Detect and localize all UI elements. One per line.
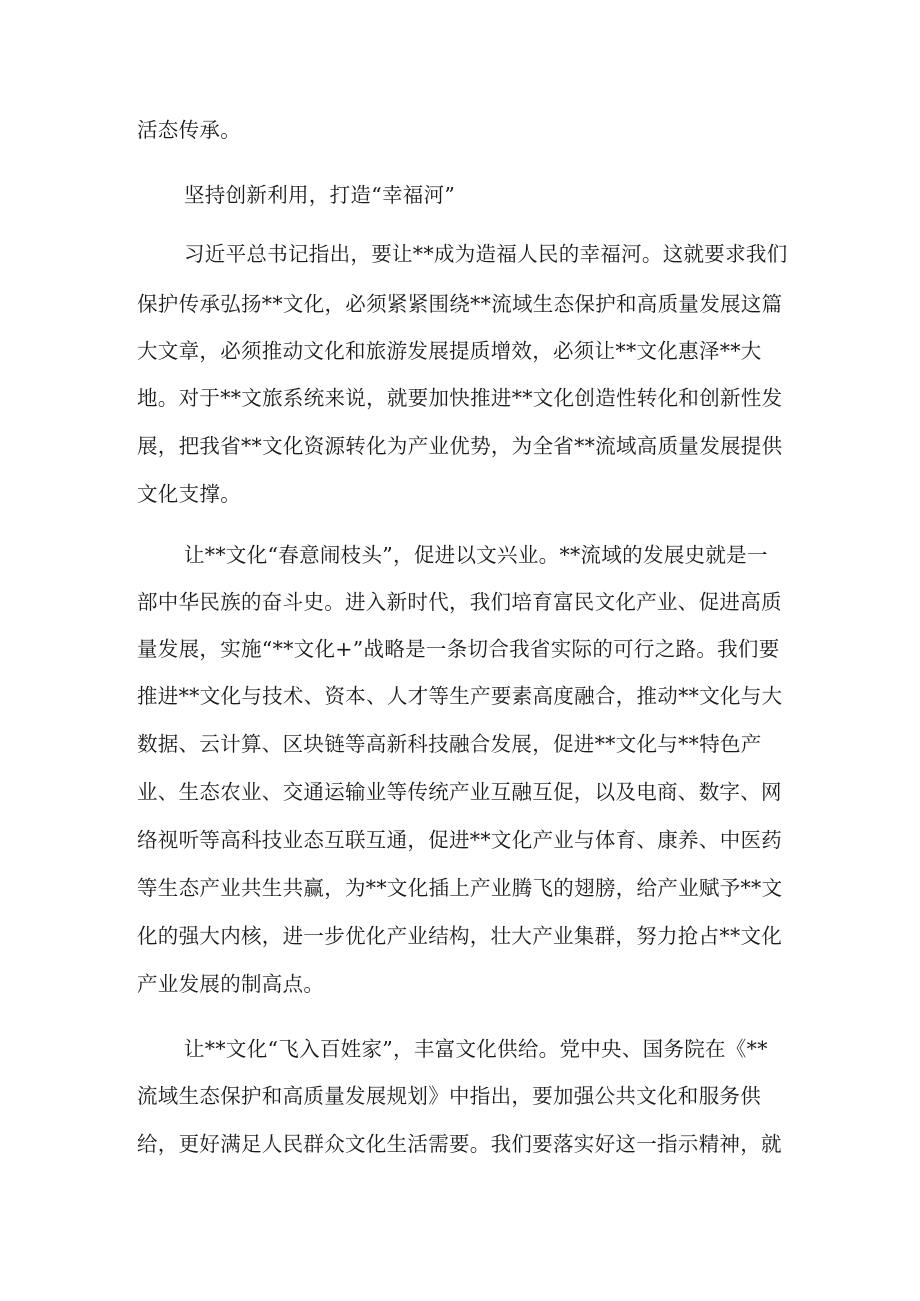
text-line: 业、生态农业、交通运输业等传统产业互融互促，以及电商、数字、网 xyxy=(137,780,782,804)
text-line: 数据、云计算、区块链等高新科技融合发展，促进**文化与**特色产 xyxy=(137,732,762,756)
text-line: 给，更好满足人民群众文化生活需要。我们要落实好这一指示精神，就 xyxy=(137,1132,782,1156)
text-line: 习近平总书记指出，要让**成为造福人民的幸福河。这就要求我们 xyxy=(184,242,788,266)
text-line: 地。对于**文旅系统来说，就要加快推进**文化创造性转化和创新性发 xyxy=(137,386,783,410)
text-line: 大文章，必须推动文化和旅游发展提质增效，必须让**文化惠泽**大 xyxy=(137,339,762,363)
text-line: 产业发展的制高点。 xyxy=(137,972,325,996)
text-line: 让**文化“春意闹枝头”，促进以文兴业。**流域的发展史就是一 xyxy=(184,543,768,567)
text-line: 文化支撑。 xyxy=(137,482,241,506)
text-line: 络视听等高科技业态互联互通，促进**文化产业与体育、康养、中医药 xyxy=(137,828,783,852)
text-line: 保护传承弘扬**文化，必须紧紧围绕**流域生态保护和高质量发展这篇 xyxy=(137,292,783,316)
section-heading: 坚持创新利用，打造“幸福河” xyxy=(184,183,456,207)
text-line: 推进**文化与技术、资本、人才等生产要素高度融合，推动**文化与大 xyxy=(137,684,783,708)
text-line: 展，把我省**文化资源转化为产业优势，为全省**流域高质量发展提供 xyxy=(137,434,783,458)
text-line: 让**文化“飞入百姓家”，丰富文化供给。党中央、国务院在《** xyxy=(184,1037,768,1061)
text-line: 化的强大内核，进一步优化产业结构，壮大产业集群，努力抢占**文化 xyxy=(137,924,783,948)
text-line: 部中华民族的奋斗史。进入新时代，我们培育富民文化产业、促进高质 xyxy=(137,590,782,614)
text-line: 等生态产业共生共赢，为**文化插上产业腾飞的翅膀，给产业赋予**文 xyxy=(137,876,783,900)
text-line: 量发展，实施“**文化+”战略是一条切合我省实际的可行之路。我们要 xyxy=(137,637,780,661)
text-line: 活态传承。 xyxy=(137,118,241,142)
text-line: 流域生态保护和高质量发展规划》中指出，要加强公共文化和服务供 xyxy=(137,1084,761,1108)
